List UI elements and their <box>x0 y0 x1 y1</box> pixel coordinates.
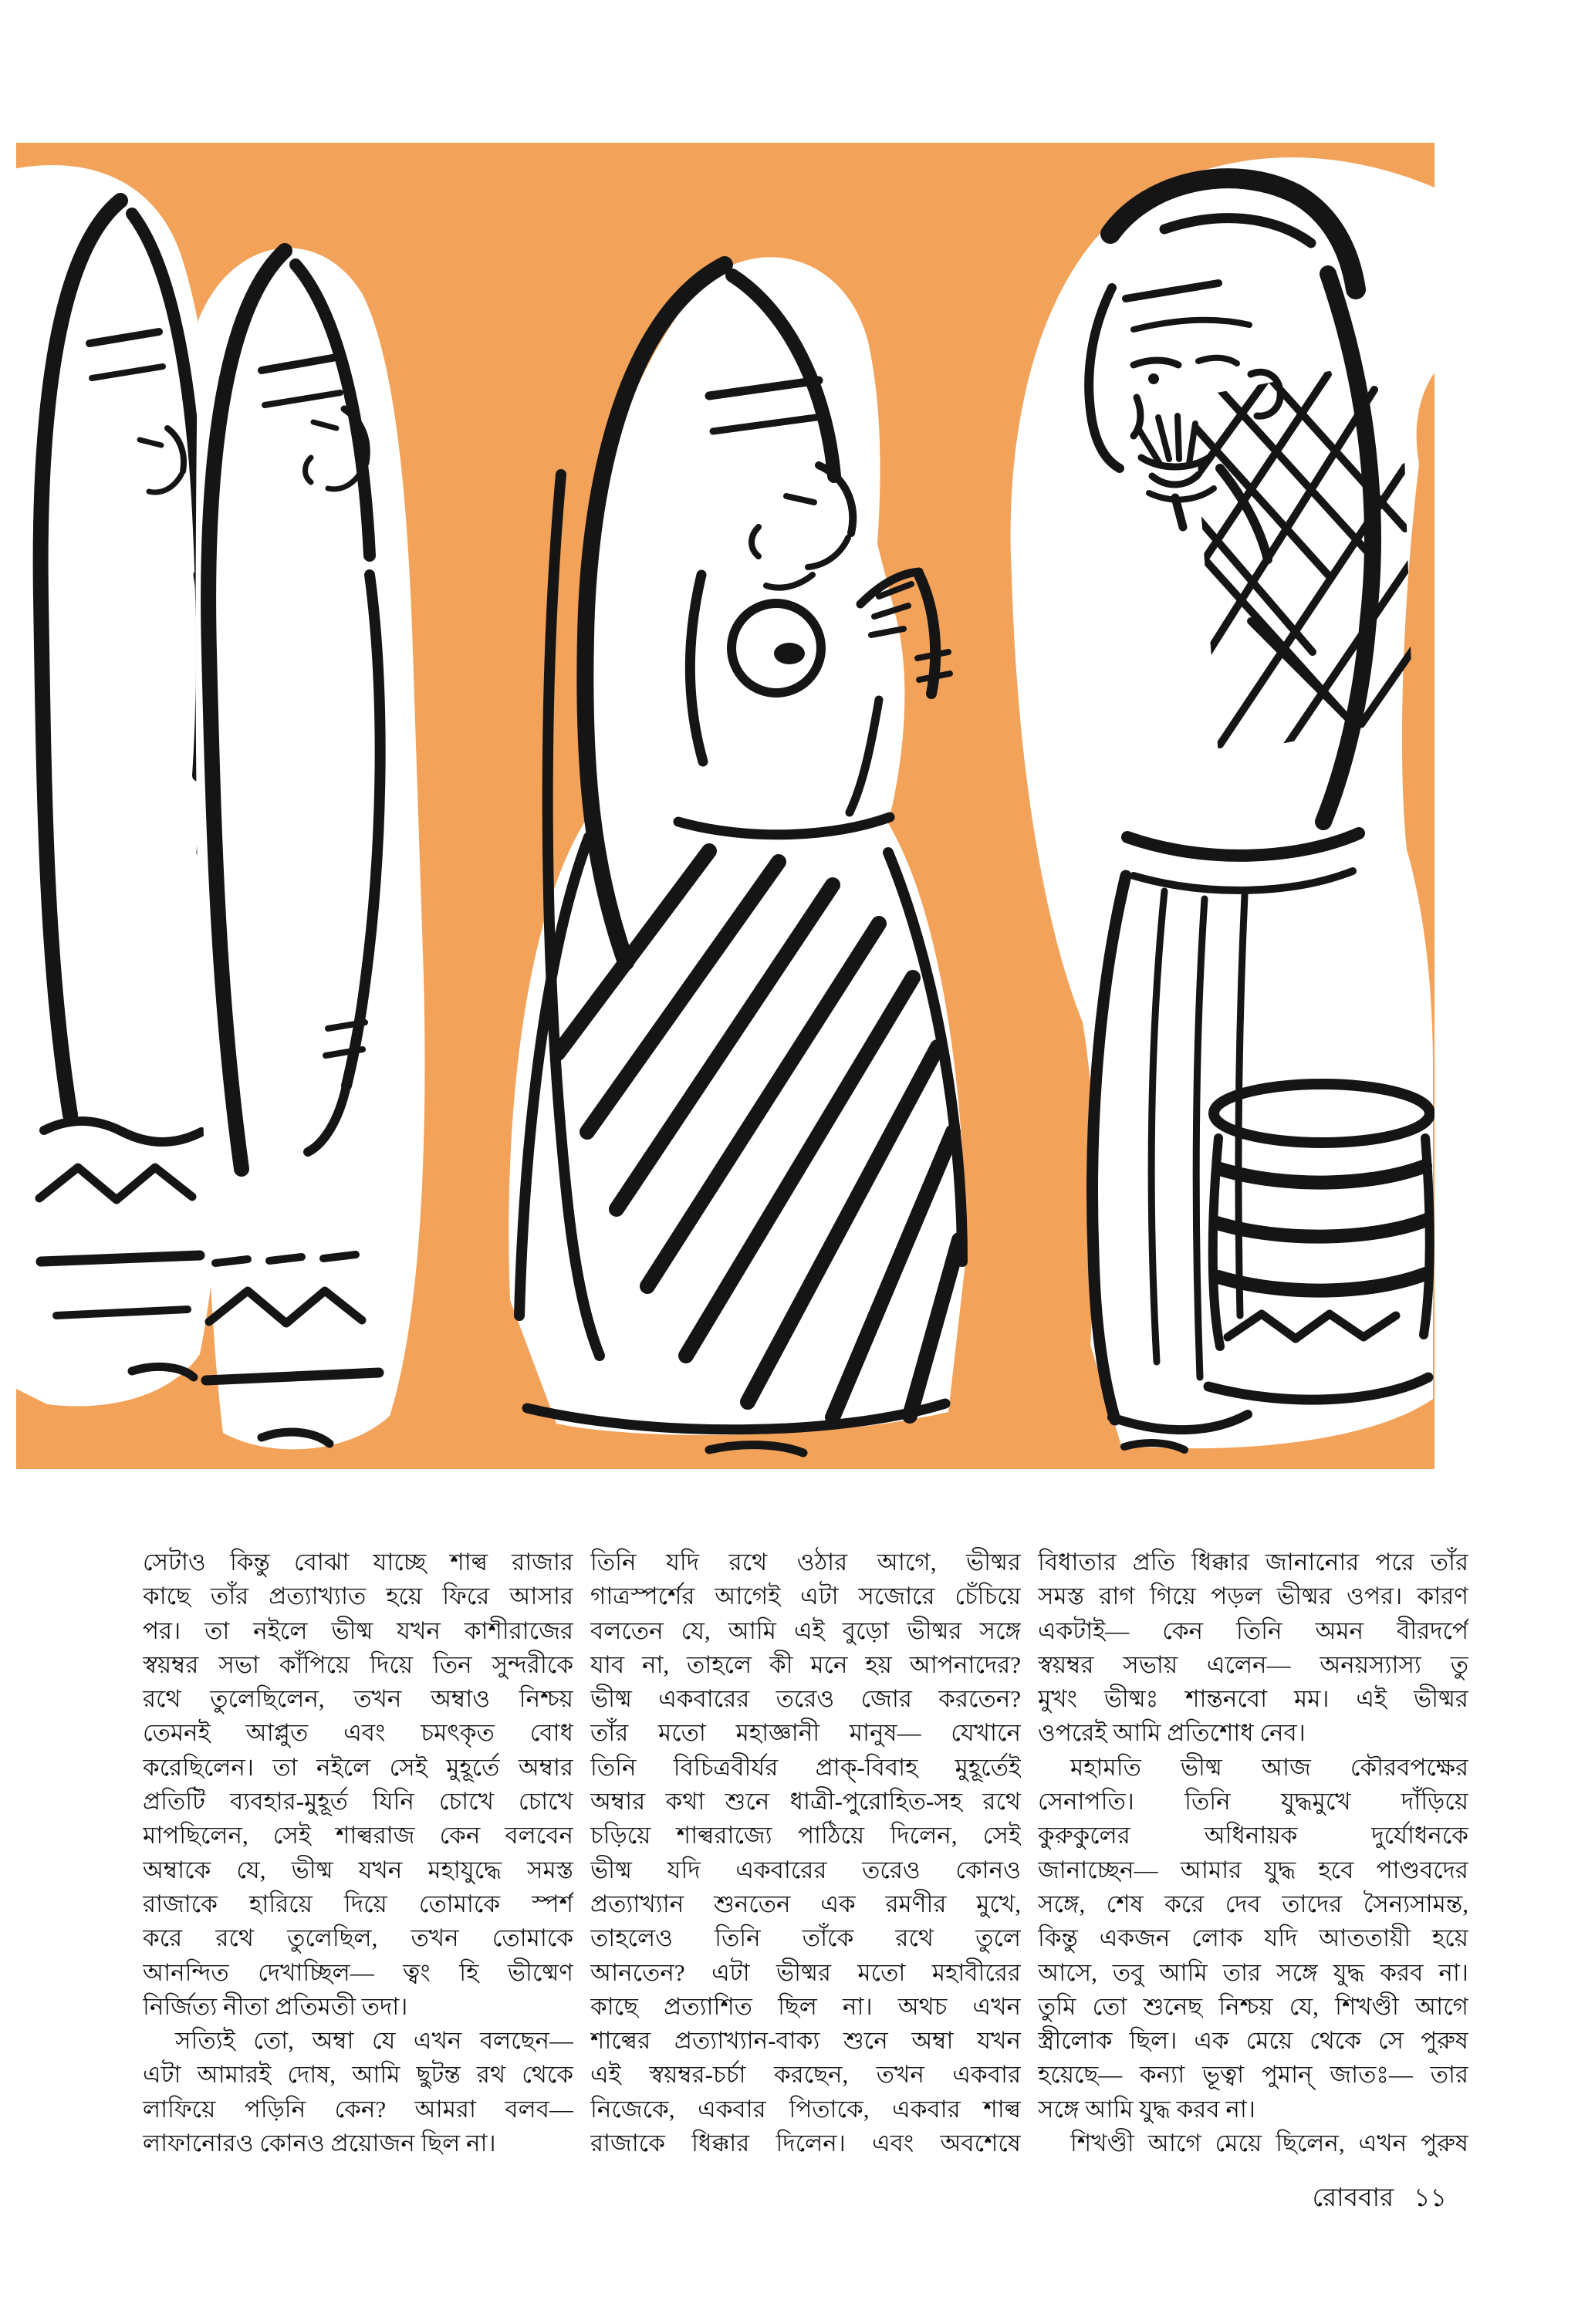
text-line: তিনি যদি রথে ওঠার আগে, ভীষ্মর <box>590 1549 1021 1576</box>
text-line: যাব না, তাহলে কী মনে হয় আপনাদের? <box>590 1650 1021 1678</box>
text-line: আসে, তবু আমি তার সঙ্গে যুদ্ধ করব না। <box>1038 1958 1468 1986</box>
text-column-3 <box>1038 1545 1468 2160</box>
text-line: বিধাতার প্রতি ধিক্কার জানানোর পরে তাঁর <box>1038 1549 1468 1576</box>
text-line: নির্জিত্য নীতা প্রতিমতী তদা। <box>143 1992 408 2020</box>
text-line: স্ত্রীলোক ছিল। এক মেয়ে থেকে সে পুরুষ <box>1038 2027 1468 2055</box>
text-line: অম্বাকে যে, ভীষ্ম যখন মহাযুদ্ধে সমস্ত <box>143 1856 573 1883</box>
text-line: করে রথে তুলেছিল, তখন তোমাকে <box>143 1924 573 1952</box>
text-line: আনন্দিত দেখাচ্ছিল— ত্বং হি ভীষ্মেণ <box>143 1958 573 1986</box>
text-line: কিন্তু একজন লোক যদি আততায়ী হয়ে <box>1038 1924 1468 1952</box>
text-line: সঙ্গে, শেষ করে দেব তাদের সৈন্যসামন্ত, <box>1038 1890 1468 1917</box>
text-line: রথে তুলেছিলেন, তখন অম্বাও নিশ্চয় <box>143 1685 573 1713</box>
text-line: স্বয়ম্বর সভায় এলেন— অনয়স্যাস্য তু <box>1038 1650 1468 1678</box>
text-column-2 <box>590 1545 1021 2160</box>
text-line: শাল্বের প্রত্যাখ্যান-বাক্য শুনে অম্বা যখন <box>590 2027 1021 2055</box>
text-line: কুরুকুলের অধিনায়ক দুর্যোধনকে <box>1038 1822 1468 1849</box>
text-line: লাফানোরও কোনও প্রয়োজন ছিল না। <box>143 2130 496 2157</box>
text-line: ওপরেই আমি প্রতিশোধ নেব। <box>1038 1719 1306 1747</box>
text-line: বলতেন যে, আমি এই বুড়ো ভীষ্মর সঙ্গে <box>590 1616 1021 1644</box>
text-line: এটা আমারই দোষ, আমি ছুটন্ত রথ থেকে <box>143 2061 573 2089</box>
text-line: ভীষ্ম যদি একবারের তরেও কোনও <box>590 1856 1021 1883</box>
text-line: মুখং ভীষ্মঃ শান্তনবো মম। এই ভীষ্মর <box>1038 1685 1468 1713</box>
text-line: অম্বার কথা শুনে ধাত্রী-পুরোহিত-সহ রথে <box>590 1788 1021 1816</box>
text-line: তুমি তো শুনেছ নিশ্চয় যে, শিখণ্ডী আগে <box>1038 1992 1468 2020</box>
text-line: ভীষ্ম একবারের তরেও জোর করতেন? <box>590 1685 1021 1713</box>
magazine-name: রোববার <box>1312 2184 1394 2212</box>
text-line: সঙ্গে আমি যুদ্ধ করব না। <box>1038 2095 1255 2123</box>
text-line: তিনি বিচিত্রবীর্যর প্রাক্-বিবাহ মুহূর্তেই <box>590 1753 1021 1781</box>
text-line: হয়েছে— কন্যা ভূত্বা পুমান্ জাতঃ— তার <box>1038 2061 1468 2089</box>
text-line: রাজাকে ধিক্কার দিলেন। এবং অবশেষে <box>590 2130 1021 2157</box>
text-line: সত্যিই তো, অম্বা যে এখন বলছেন— <box>175 2027 573 2055</box>
text-line: সেটাও কিন্তু বোঝা যাচ্ছে শাল্ব রাজার <box>143 1549 573 1576</box>
text-line: শিখণ্ডী আগে মেয়ে ছিলেন, এখন পুরুষ <box>1070 2130 1468 2157</box>
text-line: চড়িয়ে শাল্বরাজ্যে পাঠিয়ে দিলেন, সেই <box>590 1822 1021 1849</box>
text-line: আনতেন? এটা ভীষ্মর মতো মহাবীরের <box>590 1958 1021 1986</box>
text-line: নিজেকে, একবার পিতাকে, একবার শাল্ব <box>590 2095 1021 2123</box>
text-line: তাঁর মতো মহাজ্ঞানী মানুষ— যেখানে <box>590 1719 1021 1747</box>
brush-ink-illustration <box>16 143 1434 1469</box>
text-line: তাহলেও তিনি তাঁকে রথে তুলে <box>590 1924 1021 1952</box>
text-line: মাপছিলেন, সেই শাল্বরাজ কেন বলবেন <box>143 1822 573 1849</box>
page-footer <box>1313 2177 1447 2221</box>
text-line: স্বয়ম্বর সভা কাঁপিয়ে দিয়ে তিন সুন্দরীকে <box>143 1650 573 1678</box>
text-column-1 <box>143 1545 573 2160</box>
text-line: লাফিয়ে পড়িনি কেন? আমরা বলব— <box>143 2095 573 2123</box>
text-line: পর। তা নইলে ভীষ্ম যখন কাশীরাজের <box>143 1616 573 1644</box>
text-line: তেমনই আপ্লুত এবং চমৎকৃত বোধ <box>143 1719 573 1747</box>
text-line: এই স্বয়ম্বর-চর্চা করছেন, তখন একবার <box>590 2061 1021 2089</box>
text-line: কাছে তাঁর প্রত্যাখ্যাত হয়ে ফিরে আসার <box>143 1583 573 1610</box>
page-number: ১১ <box>1414 2184 1447 2212</box>
woman-figure-2 <box>196 248 425 1449</box>
text-line: একটাই— কেন তিনি অমন বীরদর্পে <box>1038 1616 1468 1644</box>
text-line: মহামতি ভীষ্ম আজ কৌরবপক্ষের <box>1070 1753 1468 1781</box>
text-line: করেছিলেন। তা নইলে সেই মুহূর্তে অম্বার <box>143 1753 573 1781</box>
text-line: সমস্ত রাগ গিয়ে পড়ল ভীষ্মর ওপর। কারণ <box>1038 1583 1468 1610</box>
text-line: জানাচ্ছেন— আমার যুদ্ধ হবে পাণ্ডবদের <box>1038 1856 1468 1883</box>
text-line: গাত্রস্পর্শের আগেই এটা সজোরে চেঁচিয়ে <box>590 1583 1021 1610</box>
text-line: প্রতিটি ব্যবহার-মুহূর্ত যিনি চোখে চোখে <box>143 1788 573 1816</box>
text-line: কাছে প্রত্যাশিত ছিল না। অথচ এখন <box>590 1992 1021 2020</box>
text-line: প্রত্যাখ্যান শুনতেন এক রমণীর মুখে, <box>590 1890 1021 1917</box>
text-line: রাজাকে হারিয়ে দিয়ে তোমাকে স্পর্শ <box>143 1890 573 1917</box>
text-line: সেনাপতি। তিনি যুদ্ধমুখে দাঁড়িয়ে <box>1038 1788 1468 1816</box>
